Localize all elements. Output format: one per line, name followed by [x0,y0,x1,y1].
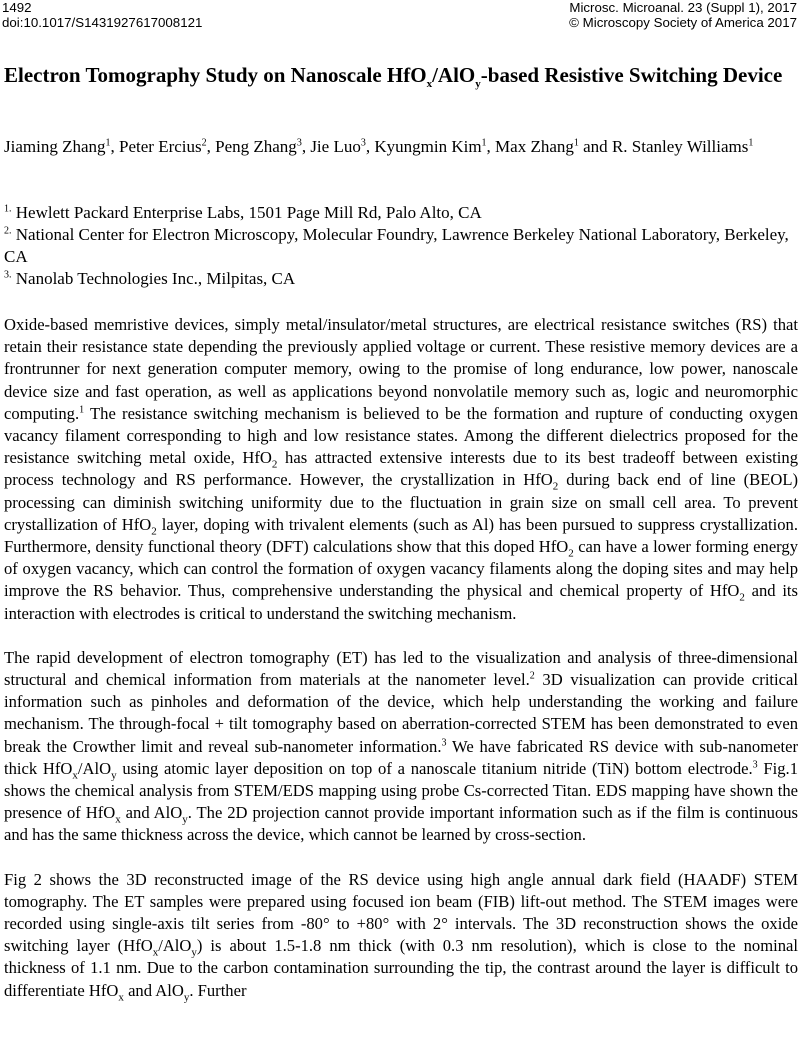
citation: 1 [79,404,85,416]
citation: 2 [529,670,535,682]
page-number: 1492 [2,0,32,15]
journal-citation: Microsc. Microanal. 23 (Suppl 1), 2017 [569,0,797,15]
page-header-right [569,0,797,30]
author: Kyungmin Kim$^1$, [374,137,496,156]
affiliation: $^{2.}$ National Center for Electron Microscopy, Molecular Foundry, Lawrence Berkeley National Laboratory, Berkeley, CA [4,225,789,266]
doi: doi:10.1017/S1431927617008121 [2,15,203,30]
copyright: © Microscopy Society of America 2017 [569,15,797,30]
author: Jiaming Zhang$^1$, [4,137,120,156]
author: Max Zhang$^1$ and [495,137,612,156]
author-list [4,136,794,158]
citation: 3 [752,759,758,771]
author: R. Stanley Williams$^1$ [611,137,754,156]
page-header-left [2,0,202,30]
paper-title: Electron Tomography Study on Nanoscale HfO$_x$/AlO$_y$-based Resistive Switching Device [4,63,783,91]
author: Peng Zhang$^3$, [215,137,311,156]
paragraph-3: Fig 2 shows the 3D reconstructed image of the RS device using high angle annual dark field (HAADF) STEM tomography. The ET samples were prepared using focused ion beam (FIB) lift-out method. The STEM images were recorded using single-axis tilt series from -80° to +80° with 2° intervals. The 3D reconstruction shows the oxide switching layer (HfO$_x$/AlO$_y$) is about 1.5-1.8 nm thick (with 0.3 nm resolution), which is close to the nominal thickness of 1.1 nm. Due to the carbon contamination surrounding the tip, the contrast around the layer is difficult to differentiate HfO$_x$ and AlO$_y$. Further [4,869,798,1003]
citation: 3 [441,737,447,749]
author: Peter Ercius$^2$, [119,137,216,156]
affiliations [4,202,794,290]
affiliation: $^{1.}$ Hewlett Packard Enterprise Labs, 1501 Page Mill Rd, Palo Alto, CA [4,203,482,222]
paragraph-1: Oxide-based memristive devices, simply metal/insulator/metal structures, are electrical resistance switches (RS) that retain their resistance state depending the previously applied voltage or current. These resistive memory devices are a frontrunner for next generation computer memory, owing to the promise of long endurance, low power, nanoscale device size and fast operation, as well as applications beyond nonvolatile memory such as, logic and neuromorphic computing.$^1$ The resistance switching mechanism is believed to be the formation and rupture of conducting oxygen vacancy filament corresponding to high and low resistance states. Among the different dielectrics proposed for the resistance switching metal oxide, HfO$_2$ has attracted extensive interests due to its best tradeoff between existing process technology and RS performance. However, the crystallization in HfO$_2$ during back end of line (BEOL) processing can diminish switching uniformity due to the fluctuation in grain size on small cell area. To prevent crystallization of HfO$_2$ layer, doping with trivalent elements (such as Al) has been pursued to suppress crystallization. Furthermore, density functional theory (DFT) calculations show that this doped HfO$_2$ can have a lower forming energy of oxygen vacancy, which can control the formation of oxygen vacancy filaments along the doping sites and may help improve the RS behavior. Thus, comprehensive understanding the physical and chemical property of HfO$_2$ and its interaction with electrodes is critical to understand the switching mechanism. [4,315,799,623]
body-text [4,314,798,1024]
affiliation: $^{3.}$ Nanolab Technologies Inc., Milpitas, CA [4,269,296,288]
author: Jie Luo$^3$, [310,137,375,156]
paragraph-2: The rapid development of electron tomography (ET) has led to the visualization and analysis of three-dimensional structural and chemical information from materials at the nanometer level.$^2$ 3D visualization can provide critical information such as pinholes and deformation of the device, which help understanding the working and failure mechanism. The through-focal + tilt tomography based on aberration-corrected STEM has been demonstrated to even break the Crowther limit and reveal sub-nanometer information.$^3$ We have fabricated RS device with sub-nanometer thick HfO$_x$/AlO$_y$ using atomic layer deposition on top of a nanoscale titanium nitride (TiN) bottom electrode.$^3$ Fig.1 shows the chemical analysis from STEM/EDS mapping using probe Cs-corrected Titan. EDS mapping have shown the presence of HfO$_x$ and AlO$_y$. The 2D projection cannot provide important information such as if the film is continuous and has the same thickness across the device, which cannot be learned by cross-section. [4,647,798,845]
